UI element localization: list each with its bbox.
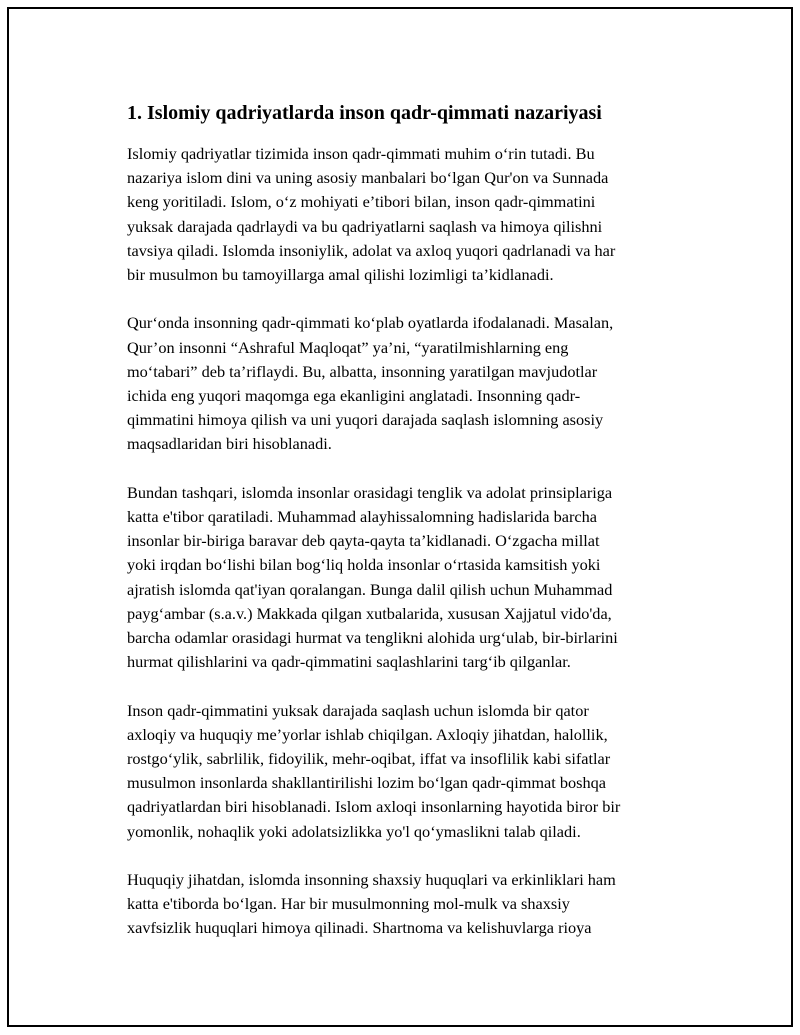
page-frame [7,7,793,1027]
document-body [127,99,692,965]
paragraph-2: Qur‘onda insonning qadr-qimmati ko‘plab oyatlarda ifodalanadi. Masalan, Qur’on insonni “Ashraful Maqloqat” ya’ni, “yaratilmishlarning eng mo‘tabari” deb ta’riflaydi. Bu, albatta, insonning yaratilgan mavjudotlar ichida eng yuqori maqomga ega ekanligini anglatadi. Insonning qadr- qimmatini himoya qilish va uni yuqori darajada saqlash islomning asosiy maqsadlaridan biri hisoblanadi. [127,313,614,454]
paragraph-1: Islomiy qadriyatlar tizimida inson qadr-qimmati muhim o‘rin tutadi. Bu nazariya islom dini va uning asosiy manbalari bo‘lgan Qur'on va Sunnada keng yoritiladi. Islom, o‘z mohiyati e’tibori bilan, inson qadr-qimmatini yuksak darajada qadrlaydi va bu qadriyatlarni saqlash va himoya qilishni tavsiya qiladi. Islomda insoniylik, adolat va axloq yuqori qadrlanadi va har bir musulmon bu tamoyillarga amal qilishi lozimligi ta’kidlanadi. [127,144,616,285]
paragraph-5: Huquqiy jihatdan, islomda insonning shaxsiy huquqlari va erkinliklari ham katta e'tiborda bo‘lgan. Har bir musulmonning mol-mulk va shaxsiy xavfsizlik huquqlari himoya qilinadi. Shartnoma va kelishuvlarga rioya [127,870,616,938]
section-heading: 1. Islomiy qadriyatlarda inson qadr-qimmati nazariyasi [127,102,602,124]
paragraph-3: Bundan tashqari, islomda insonlar orasidagi tenglik va adolat prinsiplariga katta e'tibor qaratiladi. Muhammad alayhissalomning hadislarida barcha insonlar bir-biriga baravar deb qayta-qayta ta’kidlanadi. O‘zgacha millat yoki irqdan bo‘lishi bilan bog‘liq holda insonlar o‘rtasida kamsitish yoki ajratish islomda qat'iyan qoralangan. Bunga dalil qilish uchun Muhammad payg‘ambar (s.a.v.) Makkada qilgan xutbalarida, xususan Xajjatul vido'da, barcha odamlar orasidagi hurmat va tenglikni alohida urg‘ulab, bir-birlarini hurmat qilishlarini va qadr-qimmatini saqlashlarini targ‘ib qilganlar. [127,482,618,672]
paragraph-4: Inson qadr-qimmatini yuksak darajada saqlash uchun islomda bir qator axloqiy va huquqiy me’yorlar ishlab chiqilgan. Axloqiy jihatdan, halollik, rostgo‘ylik, sabrlilik, fidoyilik, mehr-oqibat, iffat va insoflilik kabi sifatlar musulmon insonlarda shakllantirilishi lozim bo‘lgan qadr-qimmat boshqa qadriyatlardan biri hisoblanadi. Islom axloqi insonlarning hayotida biror bir yomonlik, nohaqlik yoki adolatsizlikka yo'l qo‘ymaslikni talab qiladi. [127,700,621,841]
